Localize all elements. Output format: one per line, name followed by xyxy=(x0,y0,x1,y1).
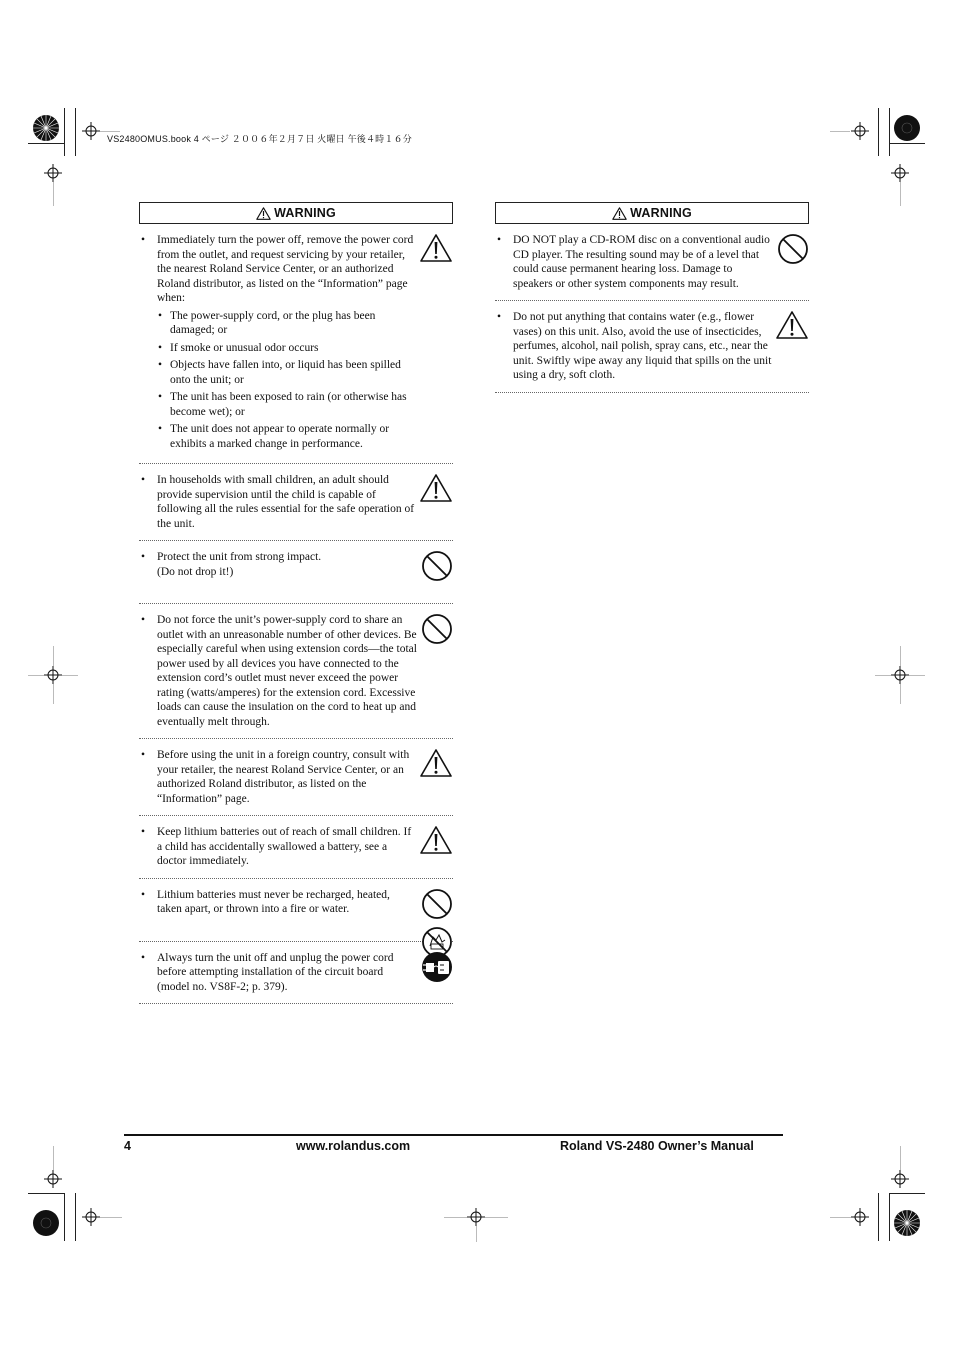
bullet: • xyxy=(141,474,146,486)
condition-list-item: • The unit does not appear to operate normally or exhibits a marked change in performance. xyxy=(157,422,417,451)
safety-symbols xyxy=(421,951,453,983)
right-warning-column xyxy=(495,202,809,393)
warning-item-body: In households with small children, an adult should provide supervision until the child is capable of following all the rules essential for the safe operation of the unit. xyxy=(157,474,415,530)
warning-item xyxy=(139,739,453,816)
crosshair-target-icon xyxy=(44,1170,62,1188)
warning-triangle-icon xyxy=(256,207,271,220)
warning-item-note: (Do not drop it!) xyxy=(157,565,234,578)
left-warning-column xyxy=(139,202,453,1004)
warning-item-body: DO NOT play a CD-ROM disc on a conventional audio CD player. The resulting sound may be of a level that could cause permanent hearing loss. Damage to speakers or other system components may result. xyxy=(513,234,770,290)
warning-item-body: Always turn the unit off and unplug the power cord before attempting installation of the circuit board (model no. VS8F-2; p. 379). xyxy=(157,951,394,993)
warning-item-text xyxy=(157,888,417,917)
warning-triangle-icon xyxy=(419,825,453,855)
warning-item-body: Lithium batteries must never be recharged, heated, taken apart, or thrown into a fire or water. xyxy=(157,888,390,915)
footer-website-link[interactable]: www.rolandus.com xyxy=(296,1139,411,1153)
bullet: • xyxy=(141,551,146,563)
registration-dot-icon xyxy=(893,114,921,142)
safety-symbols xyxy=(777,233,809,265)
warning-triangle-icon xyxy=(419,748,453,778)
warning-item-text xyxy=(157,473,417,531)
warning-heading xyxy=(139,202,453,224)
warning-item-body: Do not force the unit’s power-supply cord to share an outlet with an unreasonable number of other devices. Be especially careful when using extension cords—the total power used by all devices you have connected to the extension cord’s outlet must never exceed the power rating (watts/amperes) for the extension cord. Excessive loads can cause the insulation on the cord to heat up and eventually melt through. xyxy=(157,614,417,728)
warning-item-body: Immediately turn the power off, remove the power cord from the outlet, and request servicing by your retailer, the nearest Roland Service Center, or an authorized Roland distributor, as listed on the “Information” page when: xyxy=(157,234,414,304)
footer-rule xyxy=(124,1134,783,1136)
bullet: • xyxy=(141,614,146,626)
warning-item-body: Before using the unit in a foreign country, consult with your retailer, the nearest Roland Service Center, or an authorized Roland distributor, as listed on the “Information” page. xyxy=(157,749,410,805)
registration-starburst-icon xyxy=(893,1209,921,1237)
safety-symbols xyxy=(419,748,453,778)
prohibited-icon xyxy=(421,550,453,582)
condition-list-item: • The unit has been exposed to rain (or otherwise has become wet); or xyxy=(157,390,417,419)
registration-starburst-icon xyxy=(32,114,60,142)
crosshair-target-icon xyxy=(82,1208,100,1226)
warning-item xyxy=(139,879,453,942)
warning-item xyxy=(139,604,453,739)
warning-item-text xyxy=(157,825,417,869)
crosshair-target-icon xyxy=(851,1208,869,1226)
warning-item-text xyxy=(513,310,773,383)
crosshair-target-icon xyxy=(891,1170,909,1188)
warning-item xyxy=(139,224,453,464)
safety-symbols xyxy=(419,825,453,855)
warning-item-body: Keep lithium batteries out of reach of small children. If a child has accidentally swallowed a battery, see a doctor immediately. xyxy=(157,826,412,867)
warning-heading-label: WARNING xyxy=(274,206,336,220)
print-slug: VS2480OMUS.book 4 ページ ２００６年２月７日 火曜日 午後４時１６分 xyxy=(107,134,412,144)
warning-item xyxy=(139,464,453,541)
warning-item-text xyxy=(157,951,417,995)
crosshair-target-icon xyxy=(851,122,869,140)
warning-item-list xyxy=(139,224,453,1004)
warning-item-body: Protect the unit from strong impact. xyxy=(157,551,322,563)
bullet: • xyxy=(141,888,146,901)
prohibited-icon xyxy=(421,613,453,645)
warning-triangle-icon xyxy=(419,233,453,263)
bullet: • xyxy=(497,234,502,246)
condition-list xyxy=(157,309,417,452)
registration-dot-icon xyxy=(32,1209,60,1237)
warning-item-body: Do not put anything that contains water (e.g., flower vases) on this unit. Also, avoid the use of insecticides, perfumes, alcohol, nail polish, spray cans, etc., near the unit. Swiftly wipe away any liquid that spills on the unit using a dry, soft cloth. xyxy=(513,311,772,381)
warning-item xyxy=(139,942,453,1005)
bullet: • xyxy=(141,826,146,838)
warning-triangle-icon xyxy=(419,473,453,503)
safety-symbols xyxy=(419,233,453,263)
condition-list-item: • If smoke or unusual odor occurs xyxy=(157,341,417,356)
bullet: • xyxy=(497,311,502,323)
crosshair-target-icon xyxy=(891,164,909,182)
safety-symbols xyxy=(419,473,453,503)
warning-item-text xyxy=(157,748,417,806)
warning-item-text xyxy=(157,613,417,729)
warning-triangle-icon xyxy=(775,310,809,340)
warning-item-text xyxy=(513,233,773,291)
page-number: 4 xyxy=(124,1139,131,1153)
footer-manual-title: Roland VS-2480 Owner’s Manual xyxy=(560,1139,754,1153)
warning-heading-label: WARNING xyxy=(630,206,692,220)
crosshair-target-icon xyxy=(467,1208,485,1226)
warning-heading xyxy=(495,202,809,224)
bullet: • xyxy=(141,234,146,246)
bullet: • xyxy=(141,749,146,761)
crosshair-target-icon xyxy=(891,666,909,684)
crosshair-target-icon xyxy=(82,122,100,140)
warning-item xyxy=(139,541,453,604)
warning-item xyxy=(495,224,809,301)
unplug-icon xyxy=(421,951,453,983)
safety-symbols xyxy=(775,310,809,340)
safety-symbols xyxy=(421,550,453,582)
prohibited-icon xyxy=(777,233,809,265)
warning-triangle-icon xyxy=(612,207,627,220)
condition-list-item: • Objects have fallen into, or liquid has been spilled onto the unit; or xyxy=(157,358,417,387)
warning-item-list xyxy=(495,224,809,393)
warning-item-text xyxy=(157,233,417,451)
crosshair-target-icon xyxy=(44,666,62,684)
condition-list-item: • The power-supply cord, or the plug has been damaged; or xyxy=(157,309,417,338)
warning-item xyxy=(139,816,453,879)
prohibited-icon xyxy=(421,888,453,920)
warning-item-text xyxy=(157,550,417,579)
bullet: • xyxy=(141,951,146,964)
warning-item xyxy=(495,301,809,393)
safety-symbols xyxy=(421,613,453,645)
crosshair-target-icon xyxy=(44,164,62,182)
